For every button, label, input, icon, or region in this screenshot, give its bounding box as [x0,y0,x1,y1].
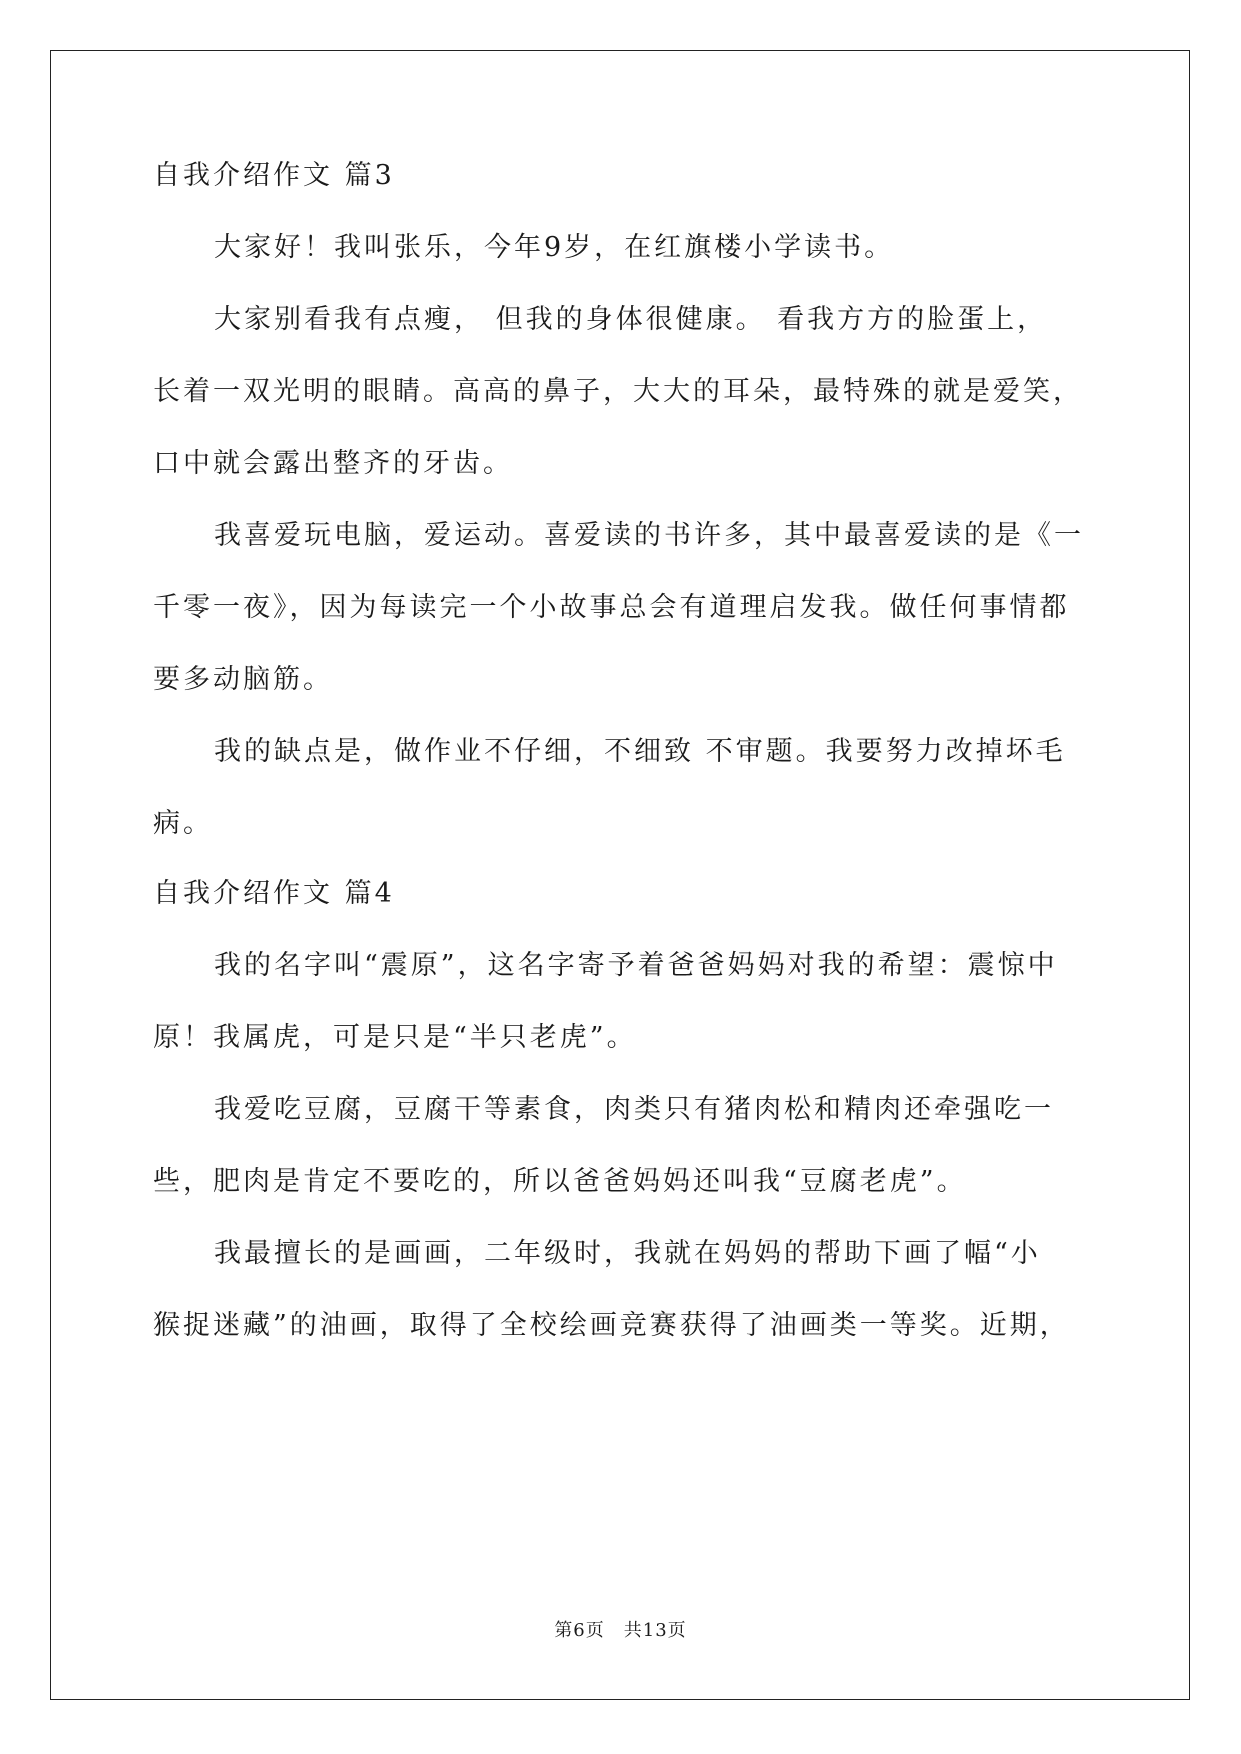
paragraph-line: 大家别看我有点瘦， 但我的身体很健康。 看我方方的脸蛋上， [214,304,1048,335]
paragraph-line: 病。 [153,808,213,839]
paragraph-line: 我的名字叫“震原”，这名字寄予着爸爸妈妈对我的希望：震惊中 [214,950,1058,981]
paragraph-line: 我爱吃豆腐，豆腐干等素食，肉类只有猪肉松和精肉还牵强吃一 [214,1094,1054,1125]
paragraph-line: 我最擅长的是画画，二年级时，我就在妈妈的帮助下画了幅“小 [214,1238,1041,1269]
page-border [50,50,1190,1700]
paragraph-line: 原！我属虎，可是只是“半只老虎”。 [153,1022,637,1053]
paragraph-line: 我的缺点是，做作业不仔细，不细致 不审题。我要努力改掉坏毛 [214,736,1066,767]
paragraph-line: 我喜爱玩电脑，爱运动。喜爱读的书许多，其中最喜爱读的是《一 [214,520,1084,551]
paragraph-line: 要多动脑筋。 [153,664,333,695]
section-heading-3: 自我介绍作文 篇3 [153,160,395,191]
paragraph-line: 些，肥肉是肯定不要吃的，所以爸爸妈妈还叫我“豆腐老虎”。 [153,1166,967,1197]
section-heading-4: 自我介绍作文 篇4 [153,878,395,909]
page-number-footer: 第6页 共13页 [554,1620,687,1641]
paragraph-line: 口中就会露出整齐的牙齿。 [153,448,513,479]
paragraph-line: 大家好！我叫张乐，今年9岁，在红旗楼小学读书。 [214,232,895,263]
paragraph-line: 千零一夜》，因为每读完一个小故事总会有道理启发我。做任何事情都 [153,592,1070,623]
paragraph-line: 长着一双光明的眼睛。高高的鼻子，大大的耳朵，最特殊的就是爱笑， [153,376,1083,407]
paragraph-line: 猴捉迷藏”的油画，取得了全校绘画竞赛获得了油画类一等奖。近期， [153,1310,1070,1341]
